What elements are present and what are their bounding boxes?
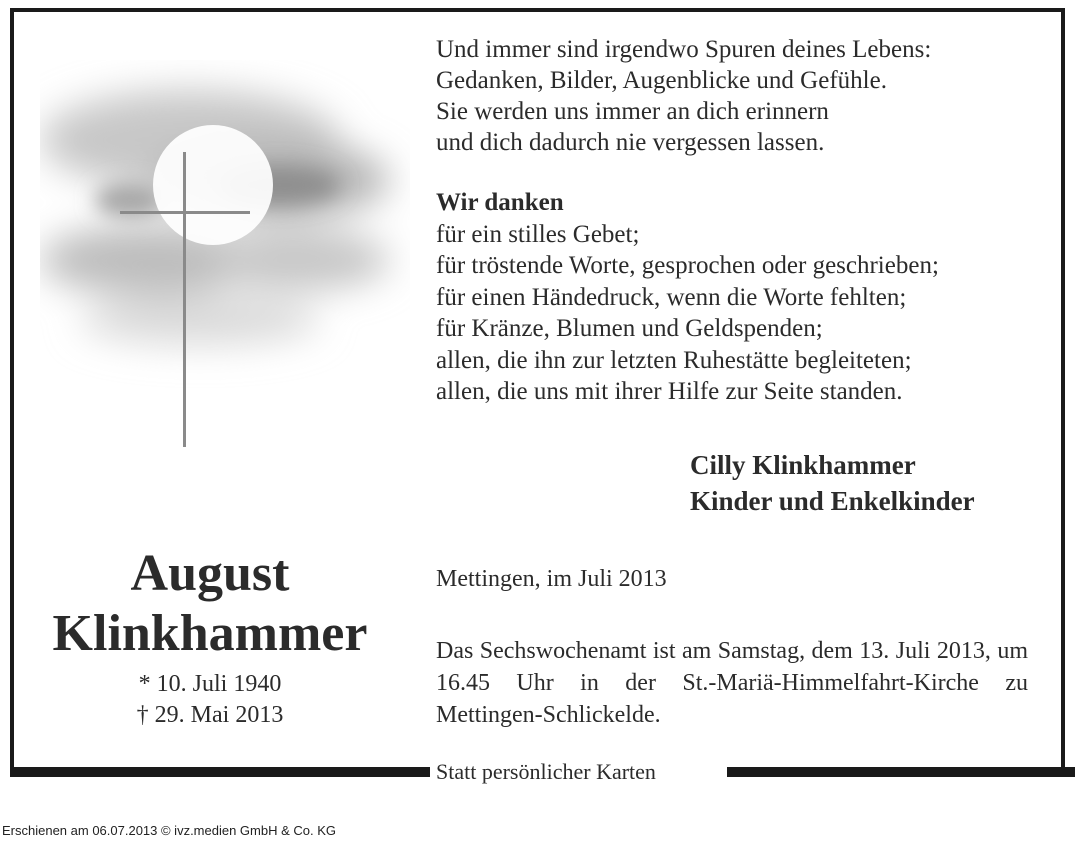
deceased-name	[20, 544, 400, 664]
thanks-line: allen, die uns mit ihrer Hilfe zur Seite standen.	[436, 378, 903, 405]
memorial-poem	[436, 34, 1036, 158]
thanks-section	[436, 187, 1056, 408]
poem-line: Und immer sind irgendwo Spuren deines Lebens:	[436, 36, 932, 63]
thanks-line: für tröstende Worte, gesprochen oder geschrieben;	[436, 252, 939, 279]
bottom-caption: Statt persönlicher Karten	[436, 759, 656, 784]
publication-footer: Erschienen am 06.07.2013 © ivz.medien GmbH & Co. KG	[2, 823, 337, 838]
service-announcement: Das Sechswochenamt ist am Samstag, dem 13. Juli 2013, um 16.45 Uhr in der St.-Mariä-Himmelfahrt-Kirche zu Mettingen-Schlickelde.	[436, 638, 1028, 728]
birth-date: * 10. Juli 1940	[138, 671, 282, 697]
death-date: † 29. Mai 2013	[136, 702, 284, 728]
moon-icon	[153, 125, 273, 245]
thanks-line: für ein stilles Gebet;	[436, 220, 640, 248]
thanks-heading: Wir danken	[436, 189, 564, 216]
poem-line: und dich dadurch nie vergessen lassen.	[436, 129, 825, 156]
thanks-line: für Kränze, Blumen und Geldspenden;	[436, 315, 823, 342]
place-date: Mettingen, im Juli 2013	[436, 566, 667, 592]
signer-family: Kinder und Enkelkinder	[690, 486, 975, 516]
bottom-rule	[727, 767, 1075, 777]
deceased-last-name: Klinkhammer	[52, 605, 368, 662]
deceased-first-name: August	[130, 545, 290, 602]
poem-line: Sie werden uns immer an dich erinnern	[436, 98, 829, 125]
life-dates	[20, 669, 400, 731]
thanks-line: für einen Händedruck, wenn die Worte fehlten;	[436, 283, 907, 311]
bottom-rule	[10, 767, 430, 777]
thanks-line: allen, die ihn zur letzten Ruhestätte begleiteten;	[436, 346, 912, 374]
cross-moon-illustration	[40, 60, 410, 460]
signers	[690, 447, 975, 519]
poem-line: Gedanken, Bilder, Augenblicke und Gefühle.	[436, 67, 887, 94]
signer-name: Cilly Klinkhammer	[690, 450, 916, 480]
